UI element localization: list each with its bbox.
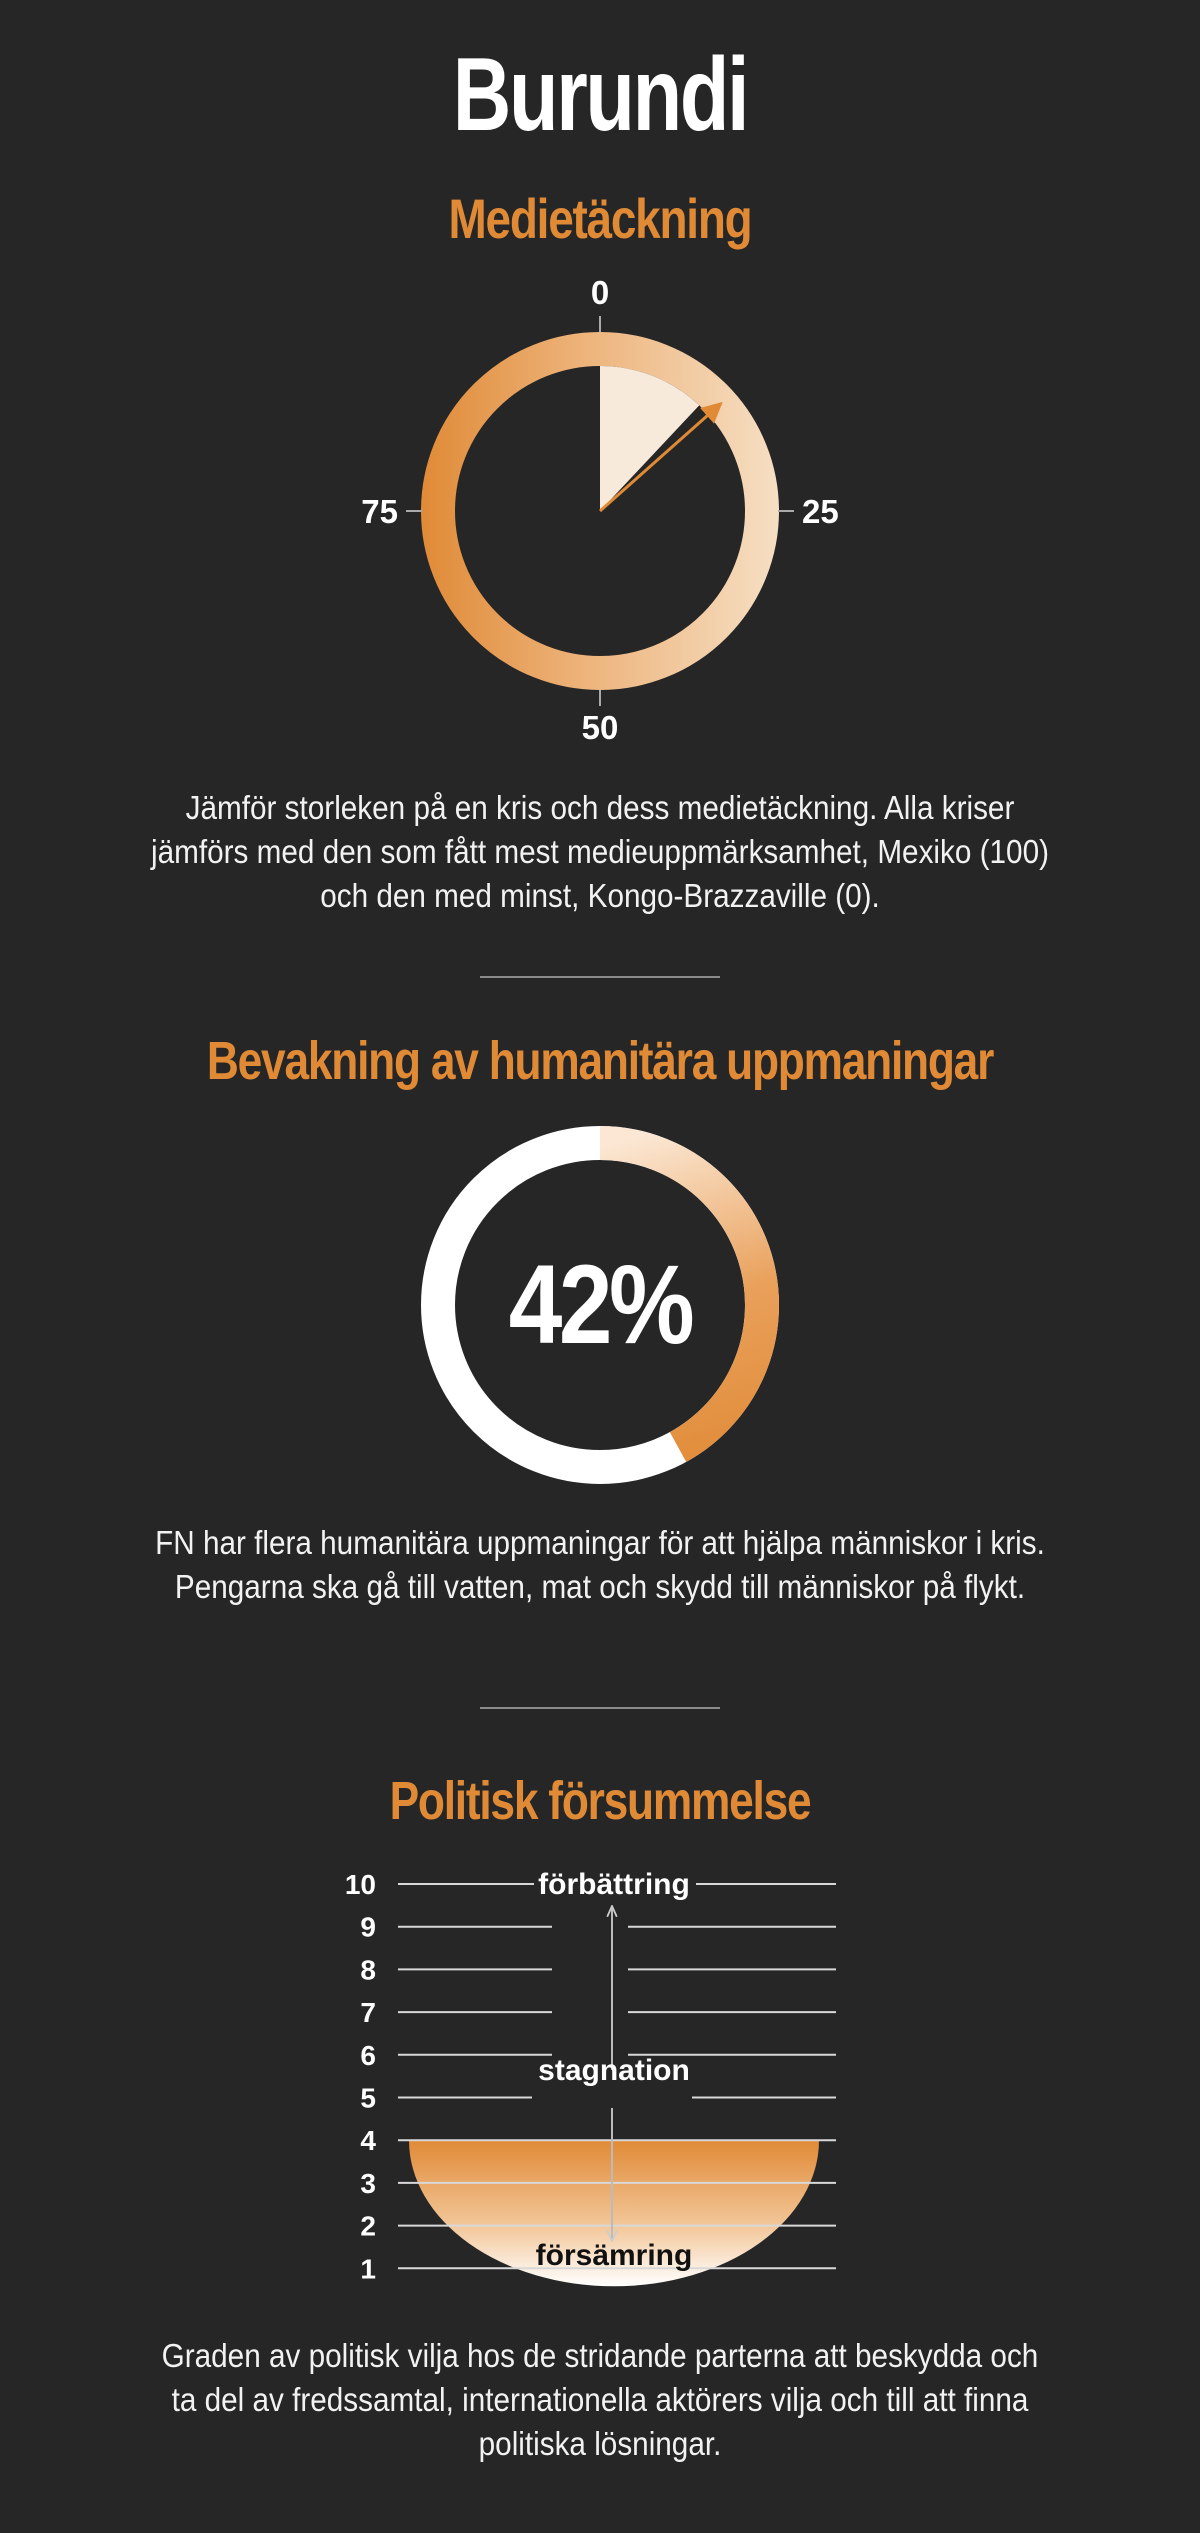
level-scale-label: 1 xyxy=(360,2253,376,2285)
politics-description-line: Graden av politisk vilja hos de stridande parterna att beskydda och xyxy=(161,2337,1039,2374)
level-scale-label: 4 xyxy=(360,2125,376,2157)
media-description xyxy=(60,786,1140,918)
political-neglect-scale xyxy=(0,1850,1200,2310)
level-label-mid: stagnation xyxy=(538,2054,690,2087)
politics-description-line: ta del av fredssamtal, internationella aktörers vilja och till att finna xyxy=(171,2381,1029,2418)
section-divider xyxy=(480,1707,720,1709)
level-label-top: förbättring xyxy=(538,1868,690,1901)
politics-description-line: politiska lösningar. xyxy=(478,2425,722,2462)
media-description-line: och den med minst, Kongo-Brazzaville (0). xyxy=(320,877,880,914)
level-scale-label: 9 xyxy=(360,1911,376,1943)
level-scale-label: 6 xyxy=(360,2039,376,2071)
page-title: Burundi xyxy=(452,37,748,153)
media-section-title: Medietäckning xyxy=(448,187,752,250)
appeals-description xyxy=(60,1521,1140,1609)
media-description-line: Jämför storleken på en kris och dess medietäckning. Alla kriser xyxy=(185,789,1015,826)
gauge-tick-label: 25 xyxy=(802,493,839,530)
section-divider xyxy=(480,976,720,978)
level-scale-label: 2 xyxy=(360,2210,376,2242)
appeals-section-title: Bevakning av humanitära uppmaningar xyxy=(206,1031,994,1091)
level-scale-label: 8 xyxy=(360,1954,376,1986)
media-description-line: jämförs med den som fått mest medieuppmärksamhet, Mexiko (100) xyxy=(151,833,1049,870)
appeals-description-line: Pengarna ska gå till vatten, mat och skydd till människor på flykt. xyxy=(174,1568,1026,1605)
level-scale-label: 7 xyxy=(360,1997,376,2029)
media-coverage-gauge xyxy=(0,270,1200,770)
gauge-tick-label: 50 xyxy=(581,709,619,746)
level-label-bottom: försämring xyxy=(535,2239,693,2272)
level-scale-label: 10 xyxy=(344,1869,376,1900)
donut-value-label: 42% xyxy=(508,1242,692,1368)
politics-description xyxy=(60,2334,1140,2466)
level-scale-label: 5 xyxy=(360,2082,376,2114)
appeals-description-line: FN har flera humanitära uppmaningar för att hjälpa människor i kris. xyxy=(155,1524,1045,1561)
level-scale-label: 3 xyxy=(360,2167,376,2199)
politics-section-title: Politisk försummelse xyxy=(389,1771,811,1831)
appeals-donut-chart xyxy=(0,1105,1200,1505)
gauge-tick-label: 75 xyxy=(361,493,398,530)
gauge-tick-label: 0 xyxy=(590,274,610,311)
